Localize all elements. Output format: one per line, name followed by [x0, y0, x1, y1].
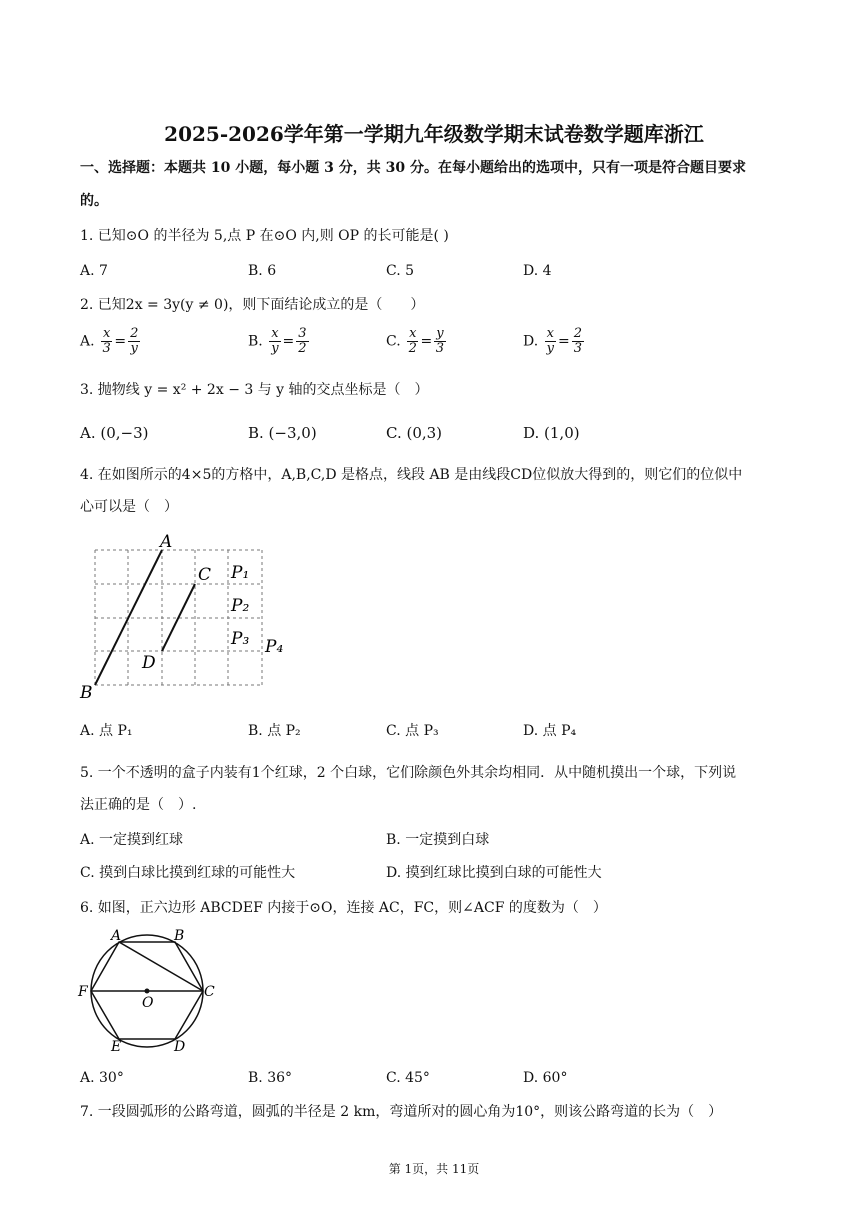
hex-label-f: F	[78, 984, 88, 1000]
point-label-p4: P₄	[265, 637, 284, 657]
q6-stem: 6. 如图，正六边形 ABCDEF 内接于⊙O，连接 AC，FC，则∠ACF 的度数为（ ）	[80, 900, 607, 916]
q2-option-c: C. $\frac{x}{2}$ = $\frac{y}{3}$	[386, 326, 445, 356]
q2-option-d: D. $\frac{x}{y}$ = $\frac{2}{3}$	[523, 326, 582, 356]
q2-stem: 2. 已知2x = 3y(y ≠ 0)，则下面结论成立的是（ ）	[80, 297, 425, 313]
page-footer: 第 1页，共 11页	[388, 1162, 480, 1176]
q5-stem-line2: 法正确的是（ ）.	[80, 797, 197, 813]
q4-option-d: D. 点 P₄	[523, 723, 577, 739]
q6-option-a: A. 30°	[80, 1070, 124, 1086]
q1-stem: 1. 已知⊙O 的半径为 5,点 P 在⊙O 内,则 OP 的长可能是( )	[80, 228, 449, 244]
center-point-o	[145, 989, 150, 994]
q2-option-b: B. $\frac{x}{y}$ = $\frac{3}{2}$	[248, 326, 307, 356]
segment-cd	[162, 584, 195, 651]
hex-label-b: B	[174, 928, 185, 944]
section-heading-line2: 的。	[80, 193, 108, 209]
q4-stem-line1: 4. 在如图所示的4×5的方格中，A,B,C,D 是格点，线段 AB 是由线段CD位似放大得到的，则它们的位似中	[80, 467, 743, 483]
section-heading-line1: 一、选择题：本题共 10 小题，每小题 3 分，共 30 分。在每小题给出的选项中，只有一项是符合题目要求	[80, 160, 746, 176]
q6-option-b: B. 36°	[248, 1070, 293, 1086]
q6-option-d: D. 60°	[523, 1070, 568, 1086]
q3-option-a: A. (0,−3)	[80, 424, 149, 442]
point-label-b: B	[80, 683, 93, 703]
q4-stem-line2: 心可以是（ ）	[80, 499, 178, 515]
hex-label-d: D	[174, 1039, 186, 1055]
q6-hexagon-figure	[75, 927, 225, 1057]
point-label-p2: P₂	[231, 596, 250, 616]
q4-grid-figure	[70, 530, 300, 705]
page-title: 2025-2026学年第一学期九年级数学期末试卷数学题库浙江	[164, 122, 704, 146]
point-label-a: A	[160, 532, 173, 552]
point-label-p3: P₃	[231, 629, 250, 649]
q2-option-a: A. $\frac{x}{3}$ = $\frac{2}{y}$	[80, 326, 139, 356]
hex-label-o: O	[142, 995, 154, 1011]
q4-option-c: C. 点 P₃	[386, 723, 439, 739]
q4-option-a: A. 点 P₁	[80, 723, 133, 739]
q5-option-a: A. 一定摸到红球	[80, 832, 184, 848]
q4-option-b: B. 点 P₂	[248, 723, 301, 739]
hex-label-c: C	[204, 984, 215, 1000]
q5-stem-line1: 5. 一个不透明的盒子内装有1个红球，2 个白球，它们除颜色外其余均相同．从中随机摸出一个球，下列说	[80, 765, 737, 781]
point-label-p1: P₁	[231, 563, 250, 583]
q1-option-b: B. 6	[248, 263, 277, 279]
q6-option-c: C. 45°	[386, 1070, 430, 1086]
point-label-c: C	[198, 565, 212, 585]
q1-option-c: C. 5	[386, 263, 415, 279]
segment-ac	[119, 942, 203, 991]
hex-label-a: A	[111, 928, 122, 944]
q3-option-c: C. (0,3)	[386, 424, 443, 442]
q1-option-a: A. 7	[80, 263, 108, 279]
q3-option-b: B. (−3,0)	[248, 424, 317, 442]
q7-stem: 7. 一段圆弧形的公路弯道，圆弧的半径是 2 km，弯道所对的圆心角为10°，则该公路弯道的长为（ ）	[80, 1104, 723, 1120]
point-label-d: D	[142, 653, 156, 673]
hex-label-e: E	[111, 1039, 122, 1055]
q3-stem: 3. 抛物线 y = x² + 2x − 3 与 y 轴的交点坐标是（ ）	[80, 382, 429, 398]
q5-option-b: B. 一定摸到白球	[386, 832, 490, 848]
q1-option-d: D. 4	[523, 263, 552, 279]
q3-option-d: D. (1,0)	[523, 424, 580, 442]
q5-option-d: D. 摸到红球比摸到白球的可能性大	[386, 865, 602, 881]
q5-option-c: C. 摸到白球比摸到红球的可能性大	[80, 865, 296, 881]
